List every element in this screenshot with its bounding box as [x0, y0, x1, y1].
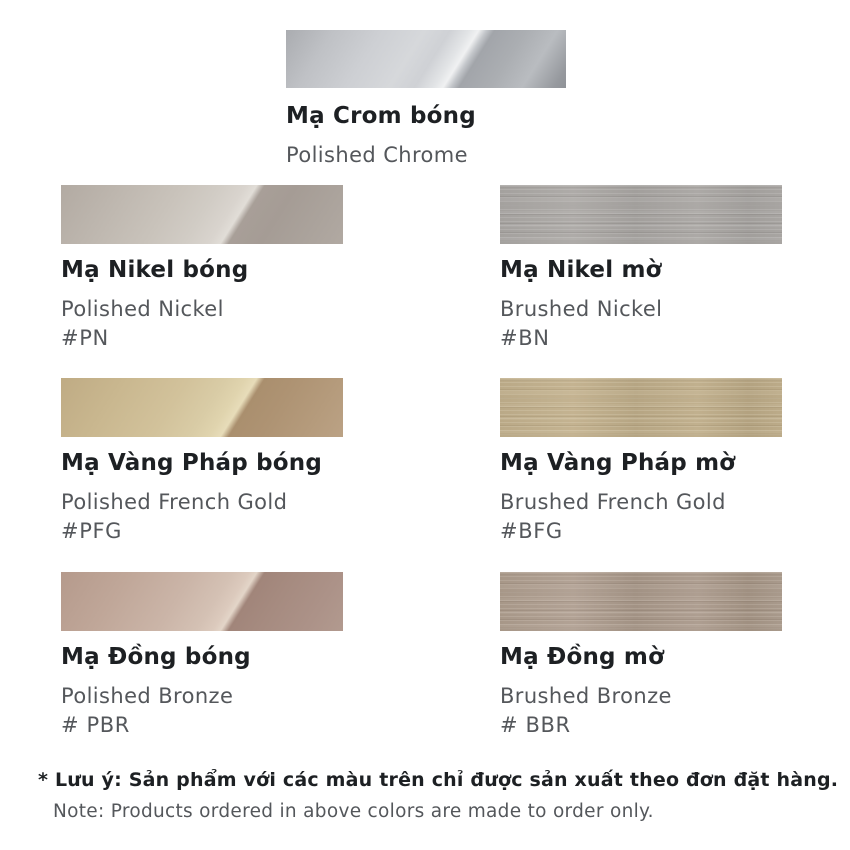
- finish-name-vi-brushed-bronze: Mạ Đồng mờ: [500, 644, 665, 670]
- finish-name-en-polished-french-gold: Polished French Gold: [61, 489, 288, 514]
- finish-card-polished-french-gold: [61, 378, 343, 544]
- finish-name-vi-brushed-french-gold: Mạ Vàng Pháp mờ: [500, 450, 736, 476]
- finish-code-polished-bronze: # PBR: [61, 712, 130, 737]
- swatch-polished-french-gold: [61, 378, 343, 437]
- finish-code-polished-nickel: #PN: [61, 325, 109, 350]
- swatch-brushed-nickel: [500, 185, 782, 244]
- finish-name-vi-polished-bronze: Mạ Đồng bóng: [61, 644, 251, 670]
- finish-name-vi-brushed-nickel: Mạ Nikel mờ: [500, 257, 662, 283]
- finish-card-brushed-french-gold: [500, 378, 782, 544]
- finish-name-vi-polished-nickel: Mạ Nikel bóng: [61, 257, 249, 283]
- swatch-polished-bronze: [61, 572, 343, 631]
- finish-name-en-polished-chrome: Polished Chrome: [286, 142, 468, 167]
- note-vietnamese: * Lưu ý: Sản phẩm với các màu trên chỉ được sản xuất theo đơn đặt hàng.: [38, 769, 839, 791]
- finish-name-en-brushed-bronze: Brushed Bronze: [500, 683, 672, 708]
- note-english: Note: Products ordered in above colors are made to order only.: [53, 800, 654, 822]
- finish-name-en-polished-bronze: Polished Bronze: [61, 683, 234, 708]
- finish-code-brushed-nickel: #BN: [500, 325, 550, 350]
- finish-code-polished-french-gold: #PFG: [61, 518, 123, 543]
- finish-card-polished-bronze: [61, 572, 343, 738]
- finish-card-brushed-nickel: [500, 185, 782, 351]
- finish-code-brushed-bronze: # BBR: [500, 712, 571, 737]
- finish-code-brushed-french-gold: #BFG: [500, 518, 563, 543]
- finish-name-en-brushed-nickel: Brushed Nickel: [500, 296, 663, 321]
- made-to-order-note: [38, 769, 838, 823]
- finish-name-en-polished-nickel: Polished Nickel: [61, 296, 224, 321]
- finish-name-en-brushed-french-gold: Brushed French Gold: [500, 489, 726, 514]
- finish-card-polished-chrome: [286, 30, 566, 168]
- finish-name-vi-polished-chrome: Mạ Crom bóng: [286, 103, 476, 129]
- finish-card-polished-nickel: [61, 185, 343, 351]
- finish-card-brushed-bronze: [500, 572, 782, 738]
- swatch-brushed-french-gold: [500, 378, 782, 437]
- swatch-brushed-bronze: [500, 572, 782, 631]
- swatch-polished-chrome: [286, 30, 566, 88]
- finish-name-vi-polished-french-gold: Mạ Vàng Pháp bóng: [61, 450, 323, 476]
- swatch-polished-nickel: [61, 185, 343, 244]
